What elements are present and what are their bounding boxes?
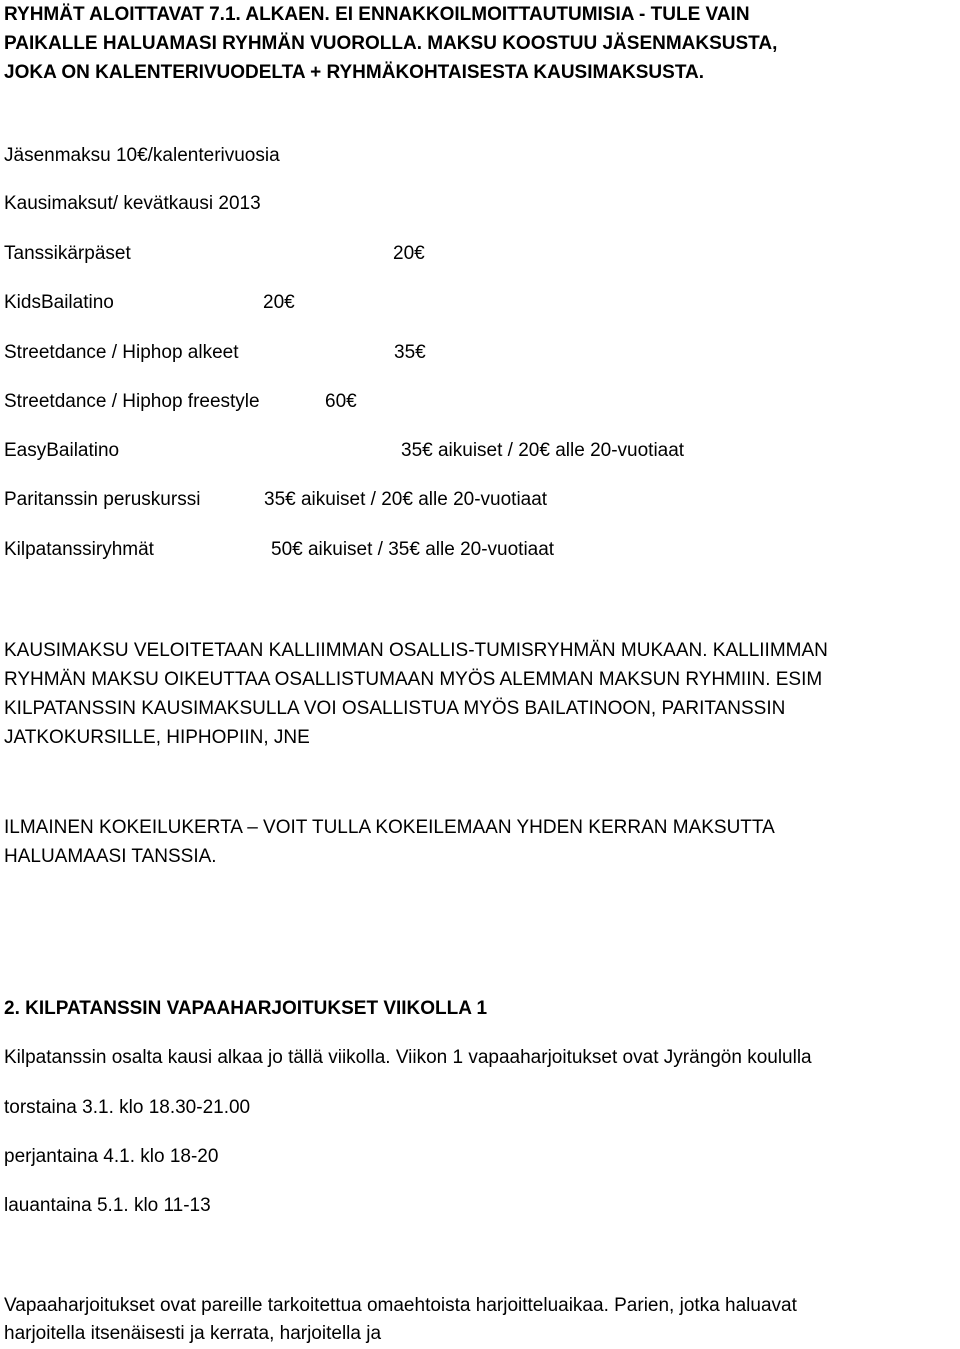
- fee-row-name: KidsBailatino: [4, 292, 114, 313]
- trial-note-line-1: ILMAINEN KOKEILUKERTA – VOIT TULLA KOKEILEMAAN YHDEN KERRAN MAKSUTTA: [4, 817, 775, 838]
- membership-fee: Jäsenmaksu 10€/kalenterivuosia: [4, 145, 280, 166]
- season-note-line-2: RYHMÄN MAKSU OIKEUTTAA OSALLISTUMAAN MYÖS ALEMMAN MAKSUN RYHMIIN. ESIM: [4, 669, 823, 690]
- header-line-3: JOKA ON KALENTERIVUODELTA + RYHMÄKOHTAISESTA KAUSIMAKSUSTA.: [4, 62, 705, 83]
- fee-row-name: Paritanssin peruskurssi: [4, 489, 201, 510]
- season-fees-heading: Kausimaksut/ kevätkausi 2013: [4, 193, 261, 214]
- season-note-line-1: KAUSIMAKSU VELOITETAAN KALLIIMMAN OSALLIS-TUMISRYHMÄN MUKAAN. KALLIIMMAN: [4, 640, 828, 661]
- section-2-intro: Kilpatanssin osalta kausi alkaa jo tällä viikolla. Viikon 1 vapaaharjoitukset ovat Jyrängön koululla: [4, 1047, 812, 1068]
- fee-row-name: Streetdance / Hiphop alkeet: [4, 342, 239, 363]
- fee-row-price: 50€ aikuiset / 35€ alle 20-vuotiaat: [271, 539, 555, 560]
- season-note-line-4: JATKOKURSILLE, HIPHOPIIN, JNE: [4, 727, 310, 748]
- fee-row-name: Kilpatanssiryhmät: [4, 539, 154, 560]
- header-line-1: RYHMÄT ALOITTAVAT 7.1. ALKAEN. EI ENNAKKOILMOITTAUTUMISIA - TULE VAIN: [4, 4, 750, 25]
- schedule-item: lauantaina 5.1. klo 11-13: [4, 1195, 211, 1216]
- fee-row-price: 20€: [263, 292, 295, 313]
- fee-row-name: EasyBailatino: [4, 440, 120, 461]
- fee-row-price: 20€: [393, 243, 425, 264]
- schedule-item: torstaina 3.1. klo 18.30-21.00: [4, 1097, 251, 1118]
- header-line-2: PAIKALLE HALUAMASI RYHMÄN VUOROLLA. MAKSU KOOSTUU JÄSENMAKSUSTA,: [4, 33, 778, 54]
- trial-note-line-2: HALUAMAASI TANSSIA.: [4, 846, 217, 867]
- fee-row-name: Streetdance / Hiphop freestyle: [4, 391, 260, 412]
- section-2-heading: 2. KILPATANSSIN VAPAAHARJOITUKSET VIIKOLLA 1: [4, 998, 488, 1019]
- season-note-line-3: KILPATANSSIN KAUSIMAKSULLA VOI OSALLISTUA MYÖS BAILATINOON, PARITANSSIN: [4, 698, 786, 719]
- fee-row-price: 60€: [325, 391, 357, 412]
- schedule-item: perjantaina 4.1. klo 18-20: [4, 1146, 219, 1167]
- fee-row-price: 35€ aikuiset / 20€ alle 20-vuotiaat: [264, 489, 548, 510]
- fee-row-name: Tanssikärpäset: [4, 243, 131, 264]
- section-2-footer-line-2: harjoitella itsenäisesti ja kerrata, harjoitella ja: [4, 1323, 382, 1344]
- section-2-footer-line-1: Vapaaharjoitukset ovat pareille tarkoitettua omaehtoista harjoitteluaikaa. Parien, jotka haluavat: [4, 1295, 797, 1316]
- fee-row-price: 35€: [394, 342, 426, 363]
- fee-row-price: 35€ aikuiset / 20€ alle 20-vuotiaat: [401, 440, 685, 461]
